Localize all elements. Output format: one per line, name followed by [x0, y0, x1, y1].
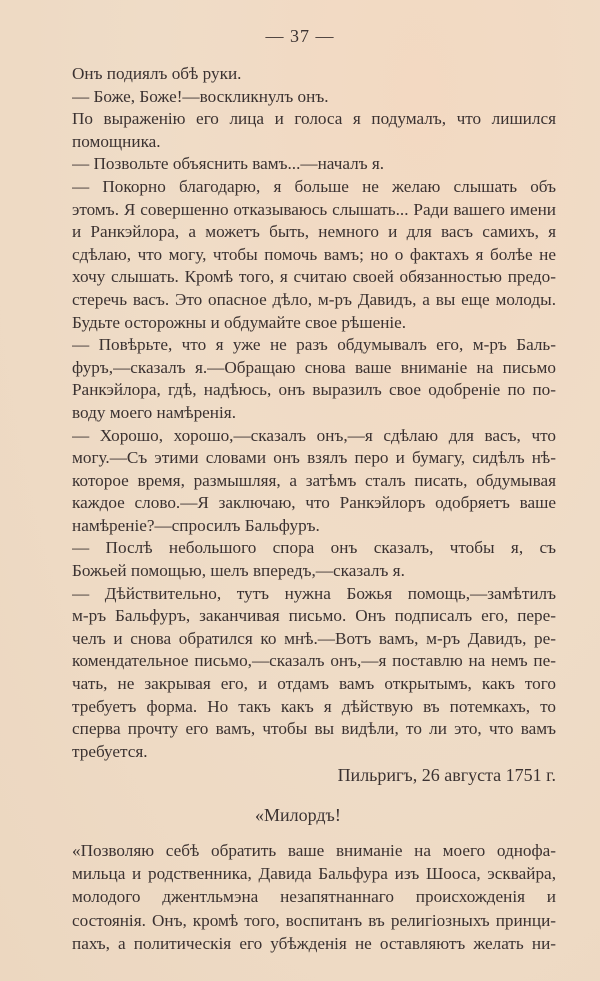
letter-line: состоянія. Онъ, кромѣ того, воспитанъ въ религіозныхъ принци-	[72, 910, 556, 930]
letter-text	[72, 839, 556, 955]
text-line: могу.—Съ этими словами онъ взялъ перо и бумагу, сидѣлъ нѣ-	[72, 448, 556, 468]
paragraph	[72, 108, 556, 153]
text-line: — Боже, Боже!—воскликнулъ онъ.	[72, 86, 329, 106]
text-line: — Послѣ небольшого спора онъ сказалъ, чтобы я, съ	[72, 538, 556, 558]
letter-line: «Позволяю себѣ обратить ваше вниманіе на моего однофа-	[72, 841, 556, 860]
text-line: По выраженію его лица и голоса я подумалъ, что лишился	[72, 109, 556, 129]
letter-line: молодого джентльмэна незапятнаннаго происхожденія и	[72, 887, 556, 907]
text-line: чать, не закрывая его, и отдамъ вамъ открытымъ, какъ того	[72, 674, 556, 694]
paragraph	[72, 583, 556, 764]
paragraph	[72, 176, 556, 334]
text-line: Ранкэйлора, гдѣ, надѣюсь, онъ выразилъ свое одобреніе по по-	[72, 380, 556, 400]
paragraph	[72, 63, 556, 86]
text-line: — Повѣрьте, что я уже не разъ обдумывалъ его, м-ръ Баль-	[72, 335, 556, 355]
text-line: которое время, размышляя, а затѣмъ сталъ писать, обдумывая	[72, 470, 556, 490]
letter-line: пахъ, а политическія его убѣжденія не оставляютъ желать ни-	[72, 933, 556, 953]
text-line: — Хорошо, хорошо,—сказалъ онъ,—я сдѣлаю для васъ, что	[72, 425, 556, 445]
text-line: и Ранкэйлора, а можетъ быть, немного и для васъ самихъ, я	[72, 222, 556, 242]
text-line: каждое слово.—Я заключаю, что Ранкэйлоръ одобряетъ ваше	[72, 493, 556, 513]
text-line: — Позвольте объяснить вамъ...—началъ я.	[72, 154, 385, 174]
text-line: помощника.	[72, 131, 161, 151]
paragraph	[72, 537, 556, 582]
text-line: этомъ. Я совершенно отказываюсь слышать... Ради вашего имени	[72, 199, 556, 219]
paragraph	[72, 425, 556, 538]
text-line: — Покорно благодарю, я больше не желаю слышать объ	[72, 176, 556, 196]
page-number: — 37 —	[265, 26, 335, 46]
text-line: Будьте осторожны и обдумайте свое рѣшеніе.	[72, 312, 407, 332]
text-line: хочу слышать. Кромѣ того, я считаю своей обязанностью предо-	[72, 267, 556, 287]
letter-salutation: «Милордъ!	[255, 805, 341, 825]
text-line: Божьей помощью, шелъ впередъ,—сказалъ я.	[72, 561, 405, 581]
text-line: требуетъ форма. Но такъ какъ я дѣйствую въ потемкахъ, то	[72, 696, 556, 716]
text-line: комендательное письмо,—сказалъ онъ,—я поставлю на немъ пе-	[72, 651, 556, 671]
text-line: фуръ,—сказалъ я.—Обращаю снова ваше вниманіе на письмо	[72, 357, 556, 377]
text-line: м-ръ Бальфуръ, заканчивая письмо. Онъ подписалъ его, пере-	[72, 606, 556, 626]
text-line: намѣреніе?—спросилъ Бальфуръ.	[72, 515, 320, 535]
text-line: Онъ подиялъ обѣ руки.	[72, 64, 242, 83]
page-body	[72, 63, 556, 953]
text-line: стеречь васъ. Это опасное дѣло, м-ръ Давидъ, а вы еще молоды.	[72, 289, 556, 309]
main-text	[72, 63, 556, 763]
text-line: — Дѣйствительно, тутъ нужна Божья помощь,—замѣтилъ	[72, 583, 556, 603]
paragraph	[72, 153, 556, 176]
text-line: сдѣлаю, что могу, чтобы помочь вамъ; но о фактахъ я болѣе не	[72, 244, 556, 264]
text-line: сперва прочту его вамъ, чтобы вы видѣли, то ли это, что вамъ	[72, 719, 556, 739]
letter-date-place: Пильригъ, 26 августа 1751 г.	[337, 765, 556, 785]
letter-line: мильца и родственника, Давида Бальфура изъ Шооса, эсквайра,	[72, 864, 556, 884]
text-line: челъ и снова обратился ко мнѣ.—Вотъ вамъ, м-ръ Давидъ, ре-	[72, 628, 556, 648]
paragraph	[72, 334, 556, 424]
text-line: требуется.	[72, 741, 148, 761]
paragraph	[72, 86, 556, 109]
text-line: воду моего намѣренія.	[72, 402, 236, 422]
